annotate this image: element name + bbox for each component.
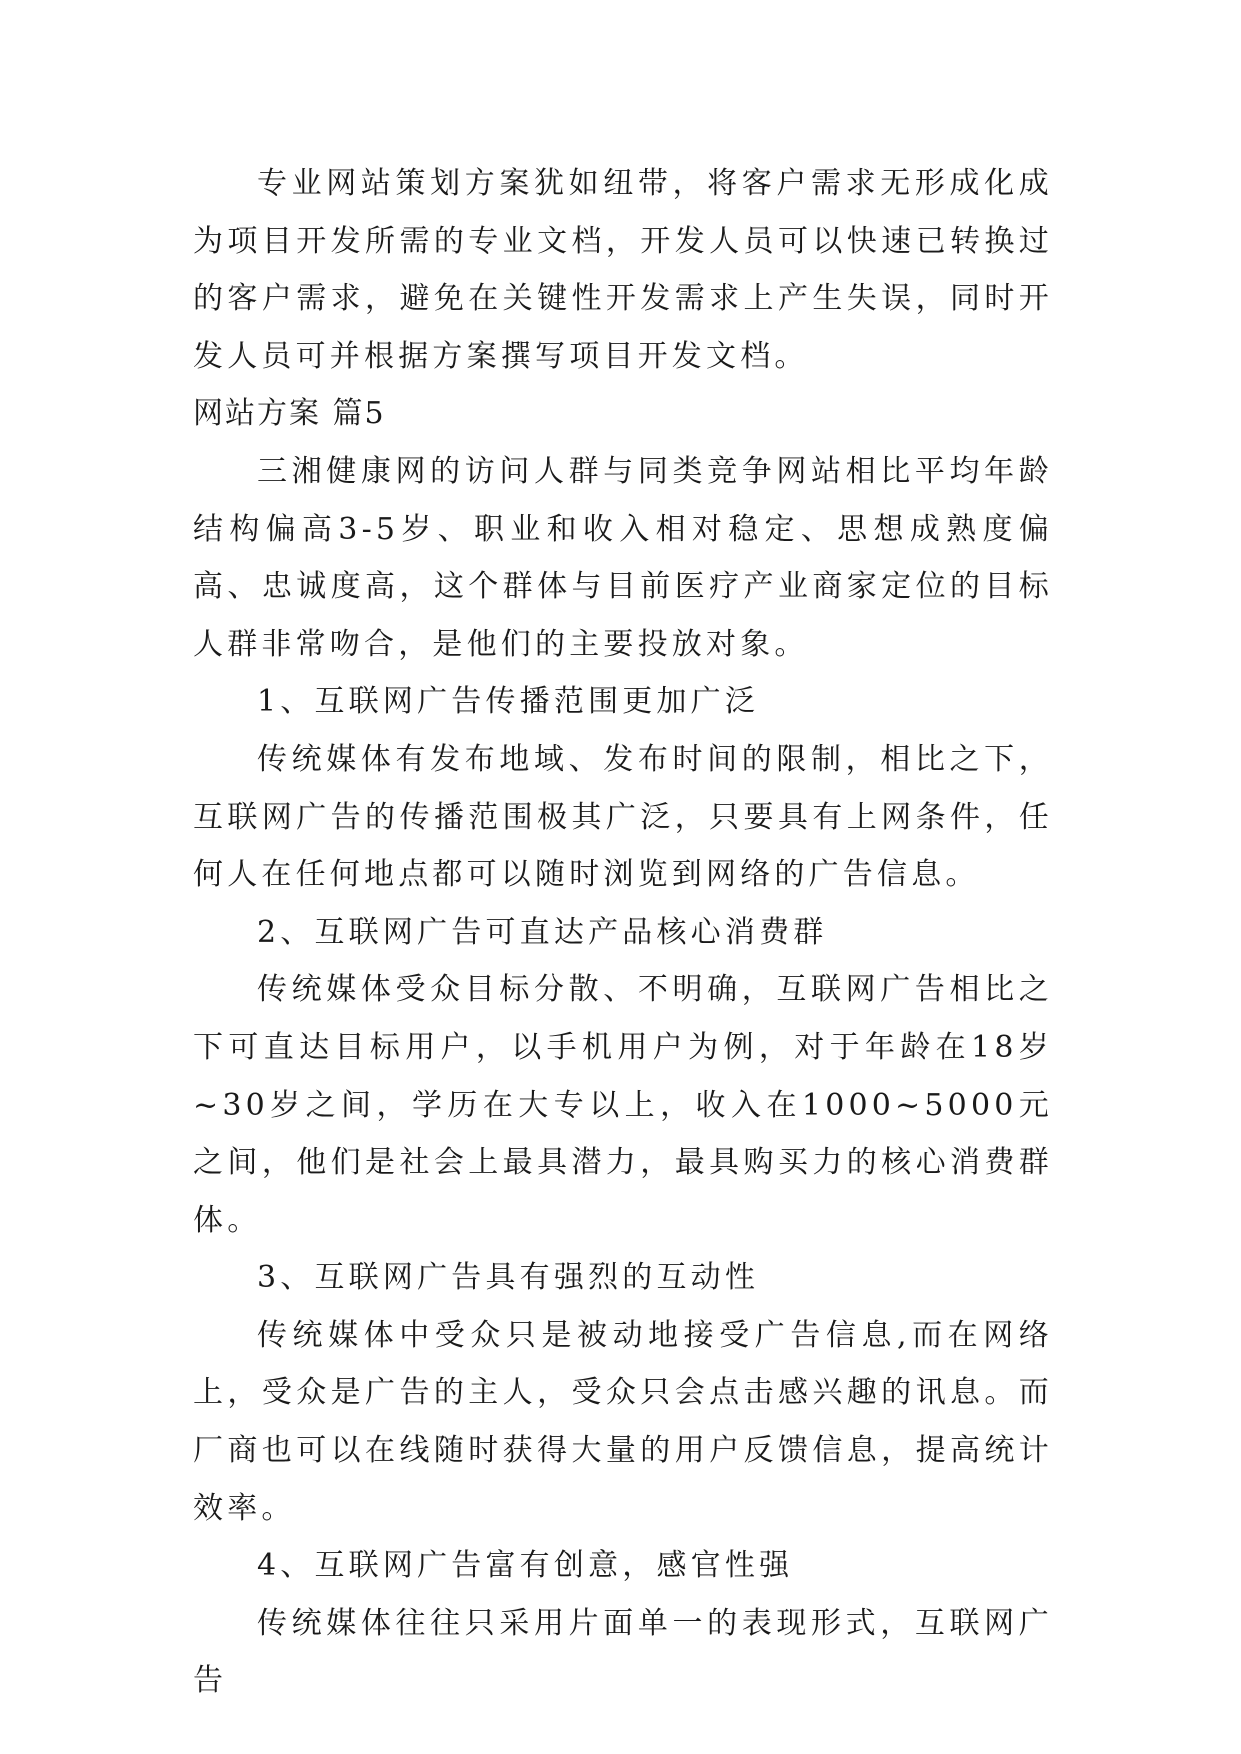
paragraph-audience: 三湘健康网的访问人群与同类竞争网站相比平均年龄结构偏高3-5岁、职业和收入相对稳定、思想成熟度偏高、忠诚度高，这个群体与目前医疗产业商家定位的目标人群非常吻合，是他们的主要投放对象。 xyxy=(193,453,1053,662)
point-4-heading: 4、互联网广告富有创意，感官性强 xyxy=(257,1548,794,1584)
point-2-text: 传统媒体受众目标分散、不明确，互联网广告相比之下可直达目标用户，以手机用户为例，对于年龄在18岁~30岁之间，学历在大专以上，收入在1000~5000元之间，他们是社会上最具潜力，最具购买力的核心消费群体。 xyxy=(193,972,1053,1238)
section-heading: 网站方案 篇5 xyxy=(193,396,386,432)
point-2-heading: 2、互联网广告可直达产品核心消费群 xyxy=(257,914,828,950)
point-3-text: 传统媒体中受众只是被动地接受广告信息,而在网络上，受众是广告的主人，受众只会点击感兴趣的讯息。而厂商也可以在线随时获得大量的用户反馈信息，提高统计效率。 xyxy=(193,1317,1053,1526)
point-4-text: 传统媒体往往只采用片面单一的表现形式，互联网广告 xyxy=(193,1605,1053,1699)
point-1-text: 传统媒体有发布地域、发布时间的限制，相比之下，互联网广告的传播范围极其广泛，只要具有上网条件，任何人在任何地点都可以随时浏览到网络的广告信息。 xyxy=(193,741,1053,893)
document-body xyxy=(193,155,1053,1710)
point-1-heading: 1、互联网广告传播范围更加广泛 xyxy=(257,684,760,720)
point-3-heading: 3、互联网广告具有强烈的互动性 xyxy=(257,1260,760,1296)
paragraph-planning-value: 专业网站策划方案犹如纽带，将客户需求无形成化成为项目开发所需的专业文档，开发人员可以快速已转换过的客户需求，避免在关键性开发需求上产生失误，同时开发人员可并根据方案撰写项目开发文档。 xyxy=(193,166,1053,374)
